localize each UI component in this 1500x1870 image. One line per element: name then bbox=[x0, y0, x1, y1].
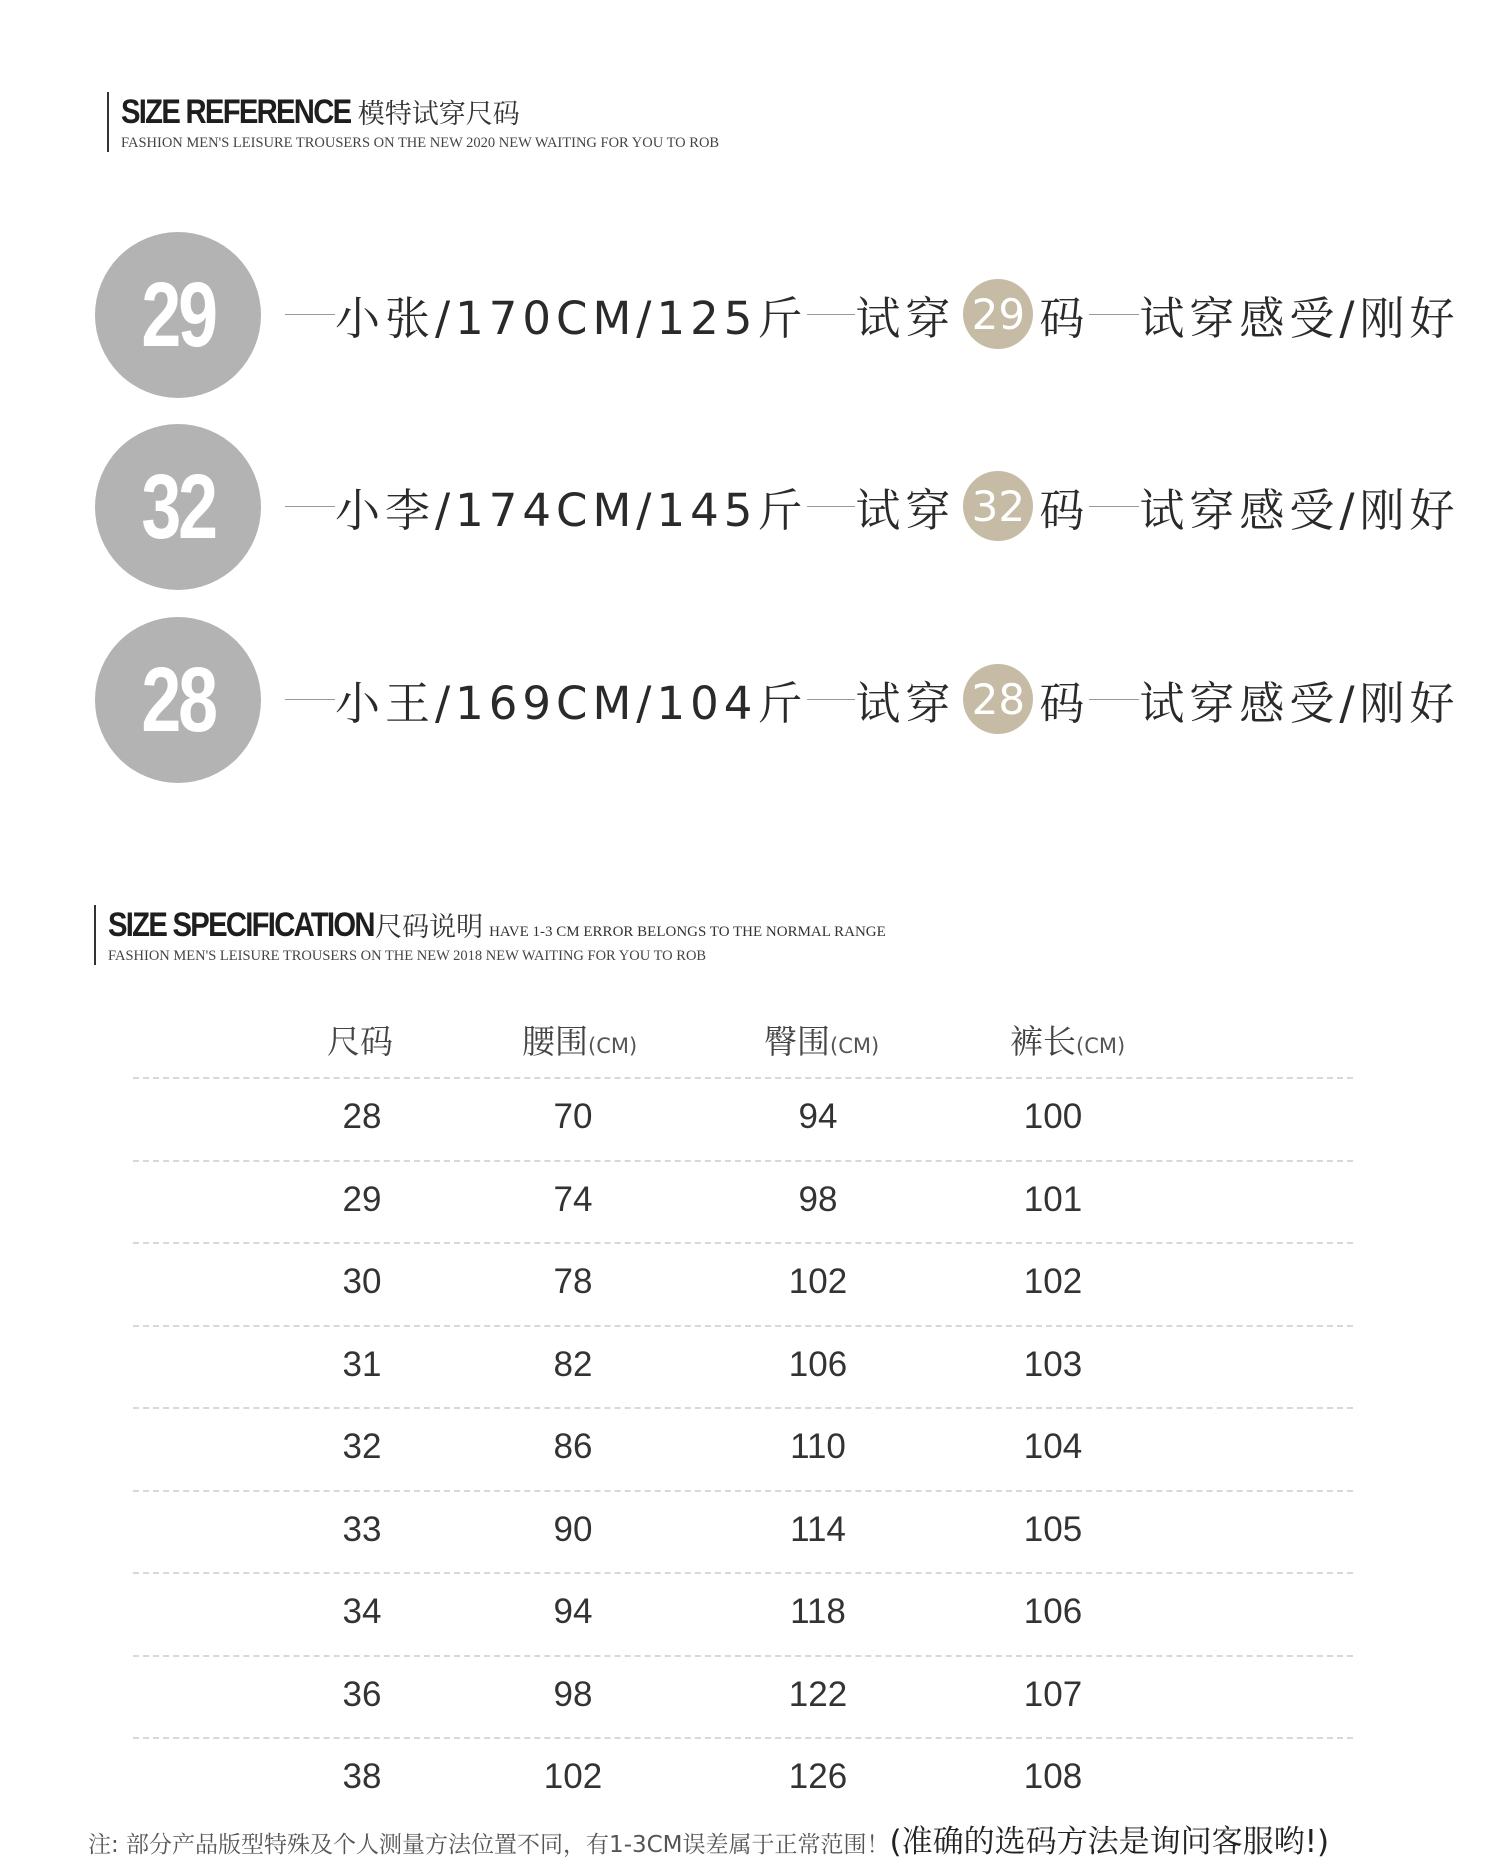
model-info-line bbox=[285, 279, 1460, 349]
code-label: 码 bbox=[1039, 676, 1090, 730]
cell-waist: 82 bbox=[553, 1344, 593, 1384]
cell-size: 33 bbox=[342, 1509, 382, 1549]
cell-size: 30 bbox=[342, 1262, 382, 1301]
row-separator bbox=[133, 1407, 1353, 1409]
header-size-label: 尺码 bbox=[327, 1022, 393, 1061]
try-size-badge bbox=[963, 279, 1033, 349]
try-size: 32 bbox=[971, 481, 1026, 531]
size-spec-title-cn: 尺码说明 bbox=[375, 912, 484, 943]
cell-waist: 78 bbox=[553, 1262, 593, 1301]
cell-length: 105 bbox=[1023, 1509, 1083, 1549]
cell-length: 106 bbox=[1023, 1592, 1083, 1631]
footnote bbox=[88, 1816, 1329, 1861]
cell-length: 103 bbox=[1023, 1344, 1083, 1384]
cell-waist: 102 bbox=[543, 1757, 603, 1796]
size-reference-title-cn: 模特试穿尺码 bbox=[357, 99, 520, 130]
code-label: 码 bbox=[1039, 483, 1090, 537]
cell-hip: 102 bbox=[788, 1262, 848, 1301]
header-waist bbox=[522, 1016, 637, 1063]
cell-size: 29 bbox=[342, 1179, 382, 1219]
cell-waist: 74 bbox=[553, 1179, 593, 1219]
cell-size: 38 bbox=[342, 1757, 382, 1796]
header-waist-label: 腰围 bbox=[522, 1022, 588, 1061]
dash-line bbox=[807, 506, 855, 507]
cell-length: 104 bbox=[1023, 1427, 1083, 1466]
cell-length: 102 bbox=[1023, 1262, 1083, 1301]
row-separator bbox=[133, 1655, 1353, 1657]
model-row bbox=[95, 232, 1460, 402]
cell-hip: 126 bbox=[788, 1757, 848, 1796]
footnote-part2: (准确的选码方法是询问客服哟!) bbox=[889, 1824, 1330, 1860]
cell-hip: 114 bbox=[790, 1509, 846, 1549]
cell-hip: 122 bbox=[788, 1674, 848, 1714]
model-info: 小王/169CM/104斤 bbox=[335, 676, 808, 730]
size-spec-subtitle: FASHION MEN'S LEISURE TROUSERS ON THE NEW 2018 NEW WAITING FOR YOU TO ROB bbox=[108, 948, 707, 964]
try-size-badge bbox=[963, 664, 1033, 734]
size-reference-header bbox=[107, 92, 721, 152]
cell-hip: 118 bbox=[790, 1592, 846, 1631]
fit-feeling: 试穿感受/刚好 bbox=[1139, 483, 1460, 537]
header-hip-unit: (CM) bbox=[830, 1034, 880, 1058]
cell-size: 28 bbox=[342, 1097, 382, 1136]
fit-feeling: 试穿感受/刚好 bbox=[1139, 676, 1460, 730]
size-circle bbox=[95, 424, 261, 590]
model-info: 小李/174CM/145斤 bbox=[335, 483, 808, 537]
row-separator bbox=[133, 1325, 1353, 1327]
header-length bbox=[1010, 1016, 1125, 1063]
size-reference-subtitle: FASHION MEN'S LEISURE TROUSERS ON THE NEW 2020 NEW WAITING FOR YOU TO ROB bbox=[121, 135, 720, 151]
try-size: 29 bbox=[971, 289, 1026, 339]
dash-line bbox=[807, 314, 855, 315]
try-size: 28 bbox=[971, 674, 1026, 724]
header-length-unit: (CM) bbox=[1076, 1034, 1126, 1058]
model-info-line bbox=[285, 664, 1460, 734]
try-label: 试穿 bbox=[855, 483, 956, 537]
footnote-part1: 注: 部分产品版型特殊及个人测量方法位置不同，有1-3CM误差属于正常范围！ bbox=[88, 1832, 890, 1858]
cell-hip: 106 bbox=[788, 1344, 848, 1384]
dash-line bbox=[807, 699, 855, 700]
try-label: 试穿 bbox=[855, 676, 956, 730]
cell-waist: 98 bbox=[553, 1674, 593, 1714]
size-number: 29 bbox=[141, 263, 215, 366]
code-label: 码 bbox=[1039, 291, 1090, 345]
size-circle bbox=[95, 617, 261, 783]
cell-hip: 98 bbox=[798, 1179, 838, 1219]
model-info: 小张/170CM/125斤 bbox=[335, 291, 808, 345]
size-spec-header bbox=[94, 905, 886, 965]
dash-line bbox=[285, 699, 335, 700]
header-waist-unit: (CM) bbox=[588, 1034, 638, 1058]
row-separator bbox=[133, 1490, 1353, 1492]
cell-size: 36 bbox=[342, 1674, 382, 1714]
cell-size: 32 bbox=[342, 1427, 382, 1466]
cell-size: 34 bbox=[342, 1592, 382, 1631]
model-info-line bbox=[285, 471, 1460, 541]
cell-length: 108 bbox=[1023, 1757, 1083, 1796]
dash-line bbox=[285, 314, 335, 315]
dash-line bbox=[1089, 699, 1139, 700]
size-number: 28 bbox=[141, 648, 215, 751]
cell-hip: 94 bbox=[798, 1097, 838, 1136]
cell-waist: 90 bbox=[553, 1509, 593, 1549]
header-hip bbox=[764, 1016, 879, 1063]
row-separator bbox=[133, 1737, 1353, 1739]
try-size-badge bbox=[963, 471, 1033, 541]
size-number: 32 bbox=[141, 455, 215, 558]
cell-length: 100 bbox=[1023, 1097, 1083, 1136]
cell-length: 101 bbox=[1023, 1179, 1083, 1219]
dash-line bbox=[1089, 314, 1139, 315]
size-reference-title-en: SIZE REFERENCE bbox=[121, 93, 351, 131]
try-label: 试穿 bbox=[855, 291, 956, 345]
cell-size: 31 bbox=[342, 1344, 382, 1384]
dash-line bbox=[285, 506, 335, 507]
cell-waist: 86 bbox=[553, 1427, 593, 1466]
size-spec-title-en: SIZE SPECIFICATION bbox=[108, 906, 374, 944]
row-separator bbox=[133, 1572, 1353, 1574]
size-spec-note: HAVE 1-3 CM ERROR BELONGS TO THE NORMAL RANGE bbox=[489, 924, 886, 940]
row-separator bbox=[133, 1242, 1353, 1244]
cell-length: 107 bbox=[1023, 1674, 1083, 1714]
cell-hip: 110 bbox=[790, 1427, 846, 1466]
model-row bbox=[95, 617, 1460, 787]
cell-waist: 94 bbox=[553, 1592, 593, 1631]
row-separator bbox=[133, 1160, 1353, 1162]
cell-waist: 70 bbox=[553, 1097, 593, 1136]
model-row bbox=[95, 424, 1460, 594]
fit-feeling: 试穿感受/刚好 bbox=[1139, 291, 1460, 345]
header-length-label: 裤长 bbox=[1010, 1022, 1076, 1061]
header-size bbox=[327, 1016, 393, 1063]
header-hip-label: 臀围 bbox=[764, 1022, 830, 1061]
dash-line bbox=[1089, 506, 1139, 507]
size-circle bbox=[95, 232, 261, 398]
row-separator bbox=[133, 1077, 1353, 1079]
